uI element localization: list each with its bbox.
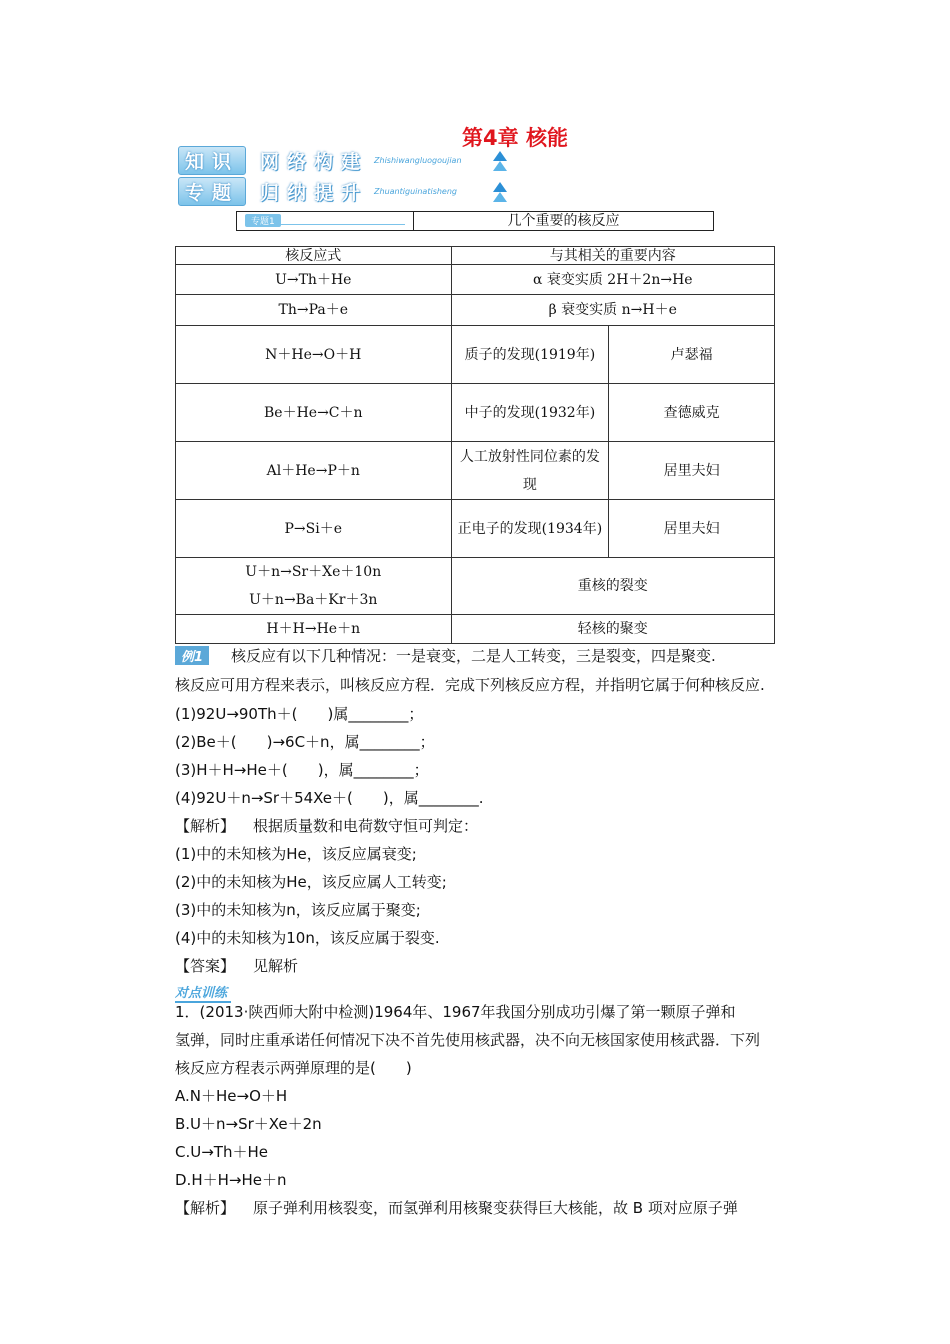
option-c: C.U→Th＋He [175,1143,268,1161]
table-cell-person: 查德威克 [609,384,775,442]
example-text: 核反应可用方程来表示，叫核反应方程．完成下列核反应方程，并指明它属于何种核反应. [175,676,765,694]
analysis-label: 【解析】 [175,817,236,835]
analysis-text: (2)中的未知核为He，该反应属人工转变; [175,873,447,891]
table-cell-equation: N＋He→O＋H [176,326,452,384]
table-cell-equation: U→Th＋He [176,265,452,295]
chevron-up-icon [490,151,510,171]
table-cell-content: β 衰变实质 n→H＋e [451,295,774,326]
analysis-text: (3)中的未知核为n，该反应属于聚变; [175,901,421,919]
table-cell-content: 轻核的聚变 [451,615,774,644]
analysis-line [175,815,815,836]
analysis-text: (4)中的未知核为10n，该反应属于裂变. [175,929,440,947]
example-tag: 例1 [175,646,209,665]
example-item: (4)92U＋n→Sr＋54Xe＋( )，属________. [175,789,484,807]
banner-label: 专题 [178,177,246,206]
question-text: 1．(2013·陕西师大附中检测)1964年、1967年我国分别成功引爆了第一颗原子弹和 [175,1003,736,1021]
table-cell-person: 居里夫妇 [609,442,775,500]
banner-topic-summary [178,177,510,206]
table-cell-content: 人工放射性同位素的发现 [451,442,609,500]
topic-header [236,211,714,231]
banner-heading: 归纳提升 [260,182,369,204]
practice-header [175,982,815,1003]
analysis-text: 原子弹利用核裂变，而氢弹利用核聚变获得巨大核能，故 B 项对应原子弹 [253,1199,738,1217]
equation-line: U＋n→Sr＋Xe＋10n [245,564,382,580]
table-cell-content: α 衰变实质 2H＋2n→He [451,265,774,295]
table-cell-content: 重核的裂变 [451,558,774,615]
banner-heading: 网络构建 [260,151,369,173]
table-cell-content: 正电子的发现(1934年) [451,500,609,558]
analysis-label: 【解析】 [175,1199,236,1217]
banner-pinyin: Zhishiwangluogoujian [374,156,462,165]
table-cell-equation: H＋H→He＋n [176,615,452,644]
option-a: A.N＋He→O＋H [175,1087,288,1105]
practice-analysis [175,1197,815,1218]
topic-tag-label: 专题1 [245,214,281,227]
table-cell-content: 质子的发现(1919年) [451,326,609,384]
nuclear-reaction-table [175,246,775,644]
equation-line: U＋n→Ba＋Kr＋3n [249,592,378,608]
table-cell-equation: Th→Pa＋e [176,295,452,326]
example-item: (3)H＋H→He＋( )，属________； [175,761,429,779]
analysis-text: 根据质量数和电荷数守恒可判定： [253,817,479,835]
table-cell-person: 居里夫妇 [609,500,775,558]
example-text: 核反应有以下几种情况：一是衰变，二是人工转变，三是裂变，四是聚变. [231,647,716,665]
answer-text: 见解析 [253,957,299,975]
table-header: 与其相关的重要内容 [451,247,774,265]
example-line [175,645,815,666]
example-item: (2)Be＋( )→6C＋n，属________； [175,733,435,751]
chevron-up-icon [490,182,510,202]
answer-line [175,955,815,976]
question-text: 氢弹，同时庄重承诺任何情况下决不首先使用核武器，决不向无核国家使用核武器．下列 [175,1031,761,1049]
topic-title: 几个重要的核反应 [507,213,620,229]
banner-knowledge-network [178,146,510,175]
table-cell-content: 中子的发现(1932年) [451,384,609,442]
practice-tag: 对点训练 [175,982,231,1003]
answer-label: 【答案】 [175,957,236,975]
example-item: (1)92U→90Th＋( )属________； [175,705,424,723]
option-d: D.H＋H→He＋n [175,1171,287,1189]
option-b: B.U＋n→Sr＋Xe＋2n [175,1115,322,1133]
table-cell-equation: Be＋He→C＋n [176,384,452,442]
page-title: 第4章 核能 [462,126,568,150]
table-cell-person: 卢瑟福 [609,326,775,384]
banner-pinyin: Zhuantiguinatisheng [374,187,457,196]
table-cell-equation: P→Si＋e [176,500,452,558]
banner-label: 知识 [178,146,246,175]
table-cell-equation [176,558,452,615]
topic-tag [237,212,414,230]
analysis-text: (1)中的未知核为He，该反应属衰变; [175,845,417,863]
question-text: 核反应方程表示两弹原理的是( ) [175,1059,412,1077]
table-header: 核反应式 [176,247,452,265]
table-cell-equation: Al＋He→P＋n [176,442,452,500]
